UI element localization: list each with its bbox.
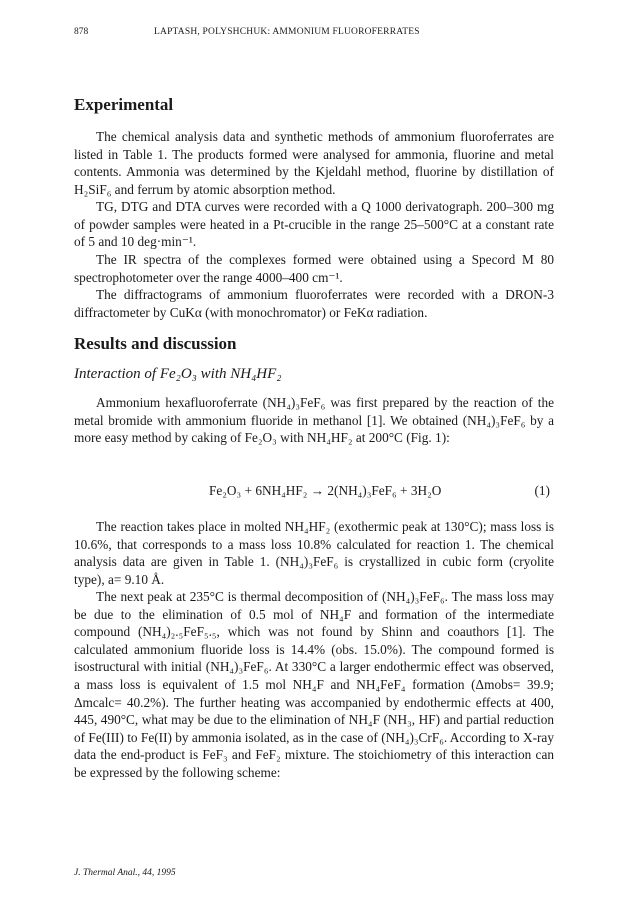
equation-body: Fe₂O₃ + 6NH₄HF₂ → 2(NH₄)₃FeF₆ + 3H₂O [209, 483, 442, 498]
running-header [74, 27, 554, 41]
results-subheading: Interaction of Fe₂O₃ with NH₄HF₂ [74, 366, 282, 382]
equation-1 [74, 483, 554, 501]
page-number: 878 [74, 27, 89, 37]
experimental-heading: Experimental [74, 95, 174, 114]
experimental-paragraph-2: TG, DTG and DTA curves were recorded with a Q 1000 derivatograph. 200–300 mg of powder samples were heated in a Pt-crucible in the range 25–500°C at a constant rate of 5 and 10 deg·min⁻¹. [74, 199, 554, 250]
running-title: LAPTASH, POLYSHCHUK: AMMONIUM FLUOROFERRATES [154, 27, 420, 37]
experimental-paragraph-1: The chemical analysis data and synthetic methods of ammonium fluoroferrates are listed in Table 1. The products formed were analysed for ammonia, fluorine and metal contents. Ammonia was determined by the Kjeldahl method, fluorine by distillation of H₂SiF₆ and ferrum by atomic absorption method. [74, 129, 554, 197]
results-paragraph-1: Ammonium hexafluoroferrate (NH₄)₃FeF₆ was first prepared by the reaction of the metal bromide with ammonium fluoride in methanol [1]. We obtained (NH₄)₃FeF₆ by a more easy method by caking of Fe₂O₃ with NH₄HF₂ at 200°C (Fig. 1): [74, 395, 554, 446]
experimental-paragraph-4: The diffractograms of ammonium fluoroferrates were recorded with a DRON-3 diffractometer by CuKα (with monochromator) or FeKα radiation. [74, 287, 554, 320]
experimental-paragraph-3: The IR spectra of the complexes formed were obtained using a Specord M 80 spectrophotometer over the range 4000–400 cm⁻¹. [74, 252, 554, 285]
equation-number: (1) [534, 483, 550, 498]
results-heading: Results and discussion [74, 334, 237, 353]
journal-citation: J. Thermal Anal., 44, 1995 [74, 868, 176, 878]
results-paragraph-3: The next peak at 235°C is thermal decomposition of (NH₄)₃FeF₆. The mass loss may be due to the elimination of 0.5 mol of NH₄F and formation of the intermediate compound (NH₄)₂.₅FeF₅.₅, which was not found by Shinn and coauthors [1]. The calculated ammonium fluoride loss is 14.4% (obs. 15.0%). The compound formed is isostructural with initial (NH₄)₃FeF₆. At 330°C a larger endothermic effect was observed, a mass loss is equivalent of 1.5 mol NH₄F and NH₄FeF₄ formation (Δmobs= 39.9; Δmcalc= 40.2%). The further heating was accompanied by endothermic effects at 400, 445, 490°C, what may be due to the elimination of NH₄F (NH₃, HF) and partial reduction of Fe(III) to Fe(II) by ammonia isolated, as in the case of (NH₄)₃CrF₆. According to X-ray data the end-product is FeF₃ and FeF₂ mixture. The stoichiometry of this interaction can be expressed by the following scheme: [74, 589, 554, 780]
results-paragraph-2: The reaction takes place in molted NH₄HF₂ (exothermic peak at 130°C); mass loss is 10.6%, that corresponds to a mass loss 10.8% calculated for reaction 1. The chemical analysis data are given in Table 1. (NH₄)₃FeF₆ is crystallized in cubic form (cryolite type), a= 9.10 Å. [74, 519, 554, 587]
